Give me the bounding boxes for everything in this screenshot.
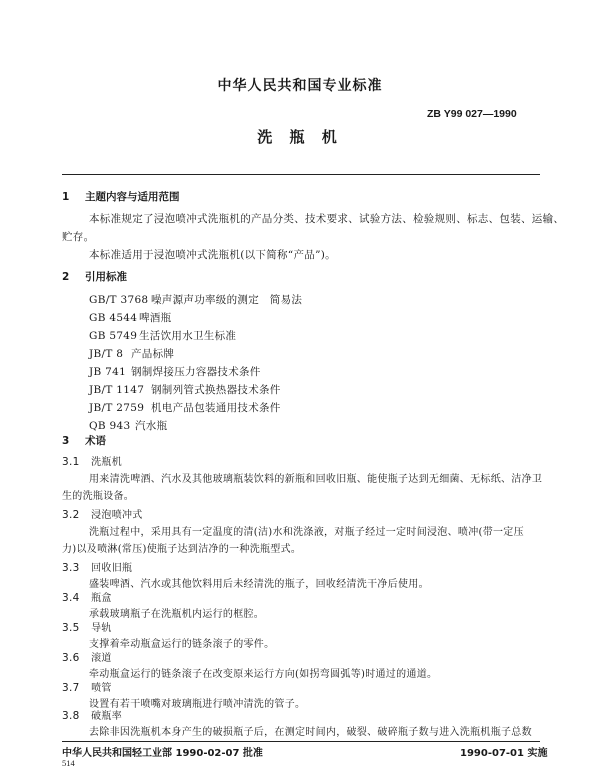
footer-rule: [62, 741, 540, 742]
term-name: 回收旧瓶: [91, 563, 133, 574]
reference-item: [89, 418, 167, 433]
term-name: 滚道: [91, 653, 112, 664]
reference-name: 产品标牌: [131, 348, 175, 360]
term-definition-line: 去除非因洗瓶机本身产生的破损瓶子后，在测定时间内，破裂、破碎瓶子数与进入洗瓶机瓶子总数: [89, 727, 532, 738]
section-2-heading: [62, 269, 127, 284]
term-definition-line: 承载玻璃瓶子在洗瓶机内运行的框腔。: [89, 609, 265, 620]
doc-title: 洗 瓶 机: [257, 128, 343, 146]
term-heading: [62, 707, 122, 722]
term-definition-line: 洗瓶过程中，采用具有一定温度的清(洁)水和洗涤液，对瓶子经过一定时间浸泡、喷冲(带一定压: [89, 527, 524, 538]
term-number: 3.7: [62, 682, 80, 694]
term-heading: [62, 649, 112, 664]
section-number: 3: [62, 435, 70, 447]
term-number: 3.4: [62, 592, 80, 604]
reference-name: 噪声源声功率级的测定 简易法: [151, 294, 303, 306]
term-number: 3.5: [62, 622, 80, 634]
section-title: 术语: [84, 435, 106, 447]
term-heading: [62, 506, 143, 521]
reference-item: [89, 346, 174, 361]
term-name: 破瓶率: [91, 711, 122, 722]
term-name: 洗瓶机: [91, 457, 122, 468]
term-definition-line: 牵动瓶盒运行的链条滚子在改变原来运行方向(如拐弯圆弧等)时通过的通道。: [89, 669, 438, 680]
standard-number: ZB Y99 027—1990: [427, 108, 517, 120]
reference-code: GB/T 3768: [89, 294, 149, 306]
term-number: 3.2: [62, 509, 80, 521]
term-heading: [62, 559, 132, 574]
term-name: 瓶盒: [91, 593, 112, 604]
term-definition-line: 盛装啤酒、汽水或其他饮料用后未经清洗的瓶子，回收经清洗干净后使用。: [89, 579, 429, 590]
term-number: 3.3: [62, 562, 80, 574]
reference-name: 生活饮用水卫生标准: [139, 330, 237, 342]
reference-item: [89, 310, 171, 325]
term-definition-line: 用来清洗啤酒、汽水及其他玻璃瓶装饮料的新瓶和回收旧瓶、能使瓶子达到无细菌、无标纸、洁净卫: [89, 474, 543, 485]
section-1-para1-line2: 贮存。: [62, 231, 95, 243]
term-heading: [62, 453, 122, 468]
section-number: 1: [62, 191, 70, 203]
section-title: 引用标准: [84, 271, 127, 283]
section-1-heading: [62, 189, 179, 204]
reference-item: [89, 382, 281, 397]
reference-code: JB/T 8: [89, 348, 124, 360]
term-number: 3.8: [62, 710, 80, 722]
reference-code: QB 943: [89, 420, 131, 432]
reference-name: 机电产品包装通用技术条件: [151, 402, 281, 414]
term-heading: [62, 619, 112, 634]
term-heading: [62, 589, 112, 604]
reference-name: 汽水瓶: [135, 420, 168, 432]
section-1-para1-line1: 本标准规定了浸泡喷冲式洗瓶机的产品分类、技术要求、试验方法、检验规则、标志、包装、运输、: [89, 213, 565, 225]
term-number: 3.1: [62, 456, 80, 468]
term-heading: [62, 679, 112, 694]
term-number: 3.6: [62, 652, 80, 664]
reference-name: 钢制列管式换热器技术条件: [151, 384, 281, 396]
term-definition-line: 设置有若干喷嘴对玻璃瓶进行喷冲清洗的管子。: [89, 699, 306, 710]
reference-code: JB/T 2759: [89, 402, 145, 414]
page-number: 514: [62, 758, 75, 768]
reference-name: 钢制焊接压力容器技术条件: [131, 366, 261, 378]
term-name: 浸泡喷冲式: [91, 510, 143, 521]
section-title: 主题内容与适用范围: [84, 191, 180, 203]
approval-note: 中华人民共和国轻工业部 1990-02-07 批准: [62, 748, 263, 759]
term-name: 导轨: [91, 623, 112, 634]
implementation-date: 1990-07-01 实施: [460, 748, 548, 759]
org-title: 中华人民共和国专业标准: [217, 78, 383, 94]
header-rule: [62, 174, 540, 175]
reference-code: JB 741: [89, 366, 127, 378]
reference-item: [89, 328, 236, 343]
reference-code: GB 5749: [89, 330, 138, 342]
term-name: 喷管: [91, 683, 112, 694]
term-definition-line: 生的洗瓶设备。: [62, 491, 135, 502]
section-3-heading: [62, 433, 106, 448]
term-definition-line: 力)以及喷淋(常压)使瓶子达到洁净的一种洗瓶型式。: [62, 544, 302, 555]
reference-item: [89, 400, 281, 415]
reference-name: 啤酒瓶: [139, 312, 172, 324]
term-definition-line: 支撑着牵动瓶盒运行的链条滚子的零件。: [89, 639, 275, 650]
section-1-para2: 本标准适用于浸泡喷冲式洗瓶机(以下简称“产品”)。: [89, 249, 336, 261]
reference-code: GB 4544: [89, 312, 138, 324]
section-number: 2: [62, 271, 70, 283]
reference-code: JB/T 1147: [89, 384, 145, 396]
reference-item: [89, 292, 302, 307]
reference-item: [89, 364, 261, 379]
